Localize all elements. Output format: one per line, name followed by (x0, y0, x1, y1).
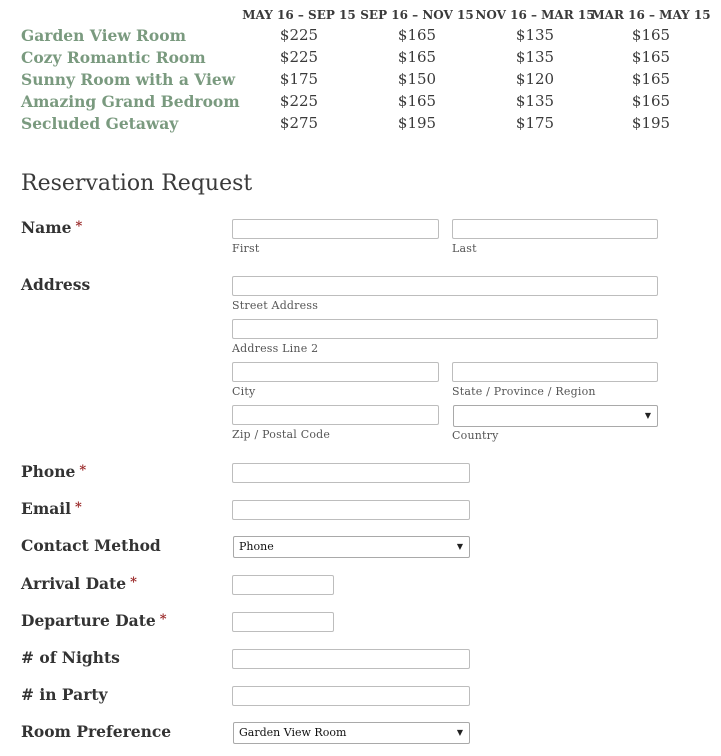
street-address-sublabel: Street Address (232, 299, 319, 312)
room-preference-select[interactable] (233, 722, 470, 744)
room-price: $225 (279, 48, 319, 66)
rates-header-1: MAY 16 – SEP 15 (242, 8, 356, 22)
address-line2-input[interactable] (232, 319, 658, 339)
first-name-sublabel: First (232, 242, 260, 255)
name-label: Name * (21, 218, 83, 237)
required-mark: * (159, 612, 167, 627)
room-name: Garden View Room (21, 26, 187, 45)
zip-input[interactable] (232, 405, 439, 425)
room-price: $225 (279, 92, 319, 110)
zip-sublabel: Zip / Postal Code (232, 428, 331, 441)
last-name-input[interactable] (452, 219, 658, 239)
room-price: $195 (631, 114, 671, 132)
rates-header-3: NOV 16 – MAR 15 (475, 8, 595, 22)
email-input[interactable] (232, 500, 470, 520)
contact-method-label: Contact Method (21, 536, 161, 555)
chevron-down-icon: ▼ (644, 411, 651, 420)
room-price: $275 (279, 114, 319, 132)
room-name: Cozy Romantic Room (21, 48, 206, 67)
party-label: # in Party (21, 685, 108, 704)
city-sublabel: City (232, 385, 256, 398)
room-preference-label: Room Preference (21, 722, 172, 741)
room-price: $150 (397, 70, 437, 88)
phone-input[interactable] (232, 463, 470, 483)
chevron-down-icon: ▼ (456, 542, 463, 551)
room-name: Secluded Getaway (21, 114, 179, 133)
room-price: $135 (515, 92, 555, 110)
nights-input[interactable] (232, 649, 470, 669)
rates-header-2: SEP 16 – NOV 15 (360, 8, 474, 22)
arrival-date-label: Arrival Date * (21, 574, 137, 593)
street-address-input[interactable] (232, 276, 658, 296)
required-mark: * (130, 575, 137, 590)
address-label: Address (21, 275, 91, 294)
room-price: $195 (397, 114, 437, 132)
contact-method-select[interactable] (233, 536, 470, 558)
room-price: $165 (631, 92, 671, 110)
chevron-down-icon: ▼ (456, 728, 463, 737)
room-name: Amazing Grand Bedroom (21, 92, 240, 111)
address-line2-sublabel: Address Line 2 (232, 342, 319, 355)
room-price: $135 (515, 26, 555, 44)
country-sublabel: Country (452, 429, 499, 442)
room-price: $175 (279, 70, 319, 88)
required-mark: * (75, 219, 83, 234)
departure-date-input[interactable] (232, 612, 334, 632)
party-input[interactable] (232, 686, 470, 706)
room-price: $165 (397, 48, 437, 66)
rates-header-4: MAR 16 – MAY 15 (591, 8, 711, 22)
required-mark: * (75, 500, 82, 515)
room-price: $165 (631, 70, 671, 88)
room-price: $165 (397, 26, 437, 44)
country-select[interactable] (453, 405, 658, 427)
last-name-sublabel: Last (452, 242, 477, 255)
room-price: $165 (631, 26, 671, 44)
state-sublabel: State / Province / Region (452, 385, 596, 398)
room-price: $175 (515, 114, 555, 132)
first-name-input[interactable] (232, 219, 439, 239)
room-price: $165 (631, 48, 671, 66)
state-input[interactable] (452, 362, 658, 382)
form-title: Reservation Request (21, 171, 253, 196)
email-label: Email * (21, 499, 82, 518)
room-price: $165 (397, 92, 437, 110)
required-mark: * (79, 463, 87, 478)
room-name: Sunny Room with a View (21, 70, 236, 89)
room-price: $225 (279, 26, 319, 44)
arrival-date-input[interactable] (232, 575, 334, 595)
departure-date-label: Departure Date * (21, 611, 167, 630)
room-price: $120 (515, 70, 555, 88)
phone-label: Phone * (21, 462, 87, 481)
nights-label: # of Nights (21, 648, 120, 667)
contact-method-value: Phone (239, 540, 274, 553)
room-price: $135 (515, 48, 555, 66)
room-preference-value: Garden View Room (239, 726, 347, 739)
city-input[interactable] (232, 362, 439, 382)
